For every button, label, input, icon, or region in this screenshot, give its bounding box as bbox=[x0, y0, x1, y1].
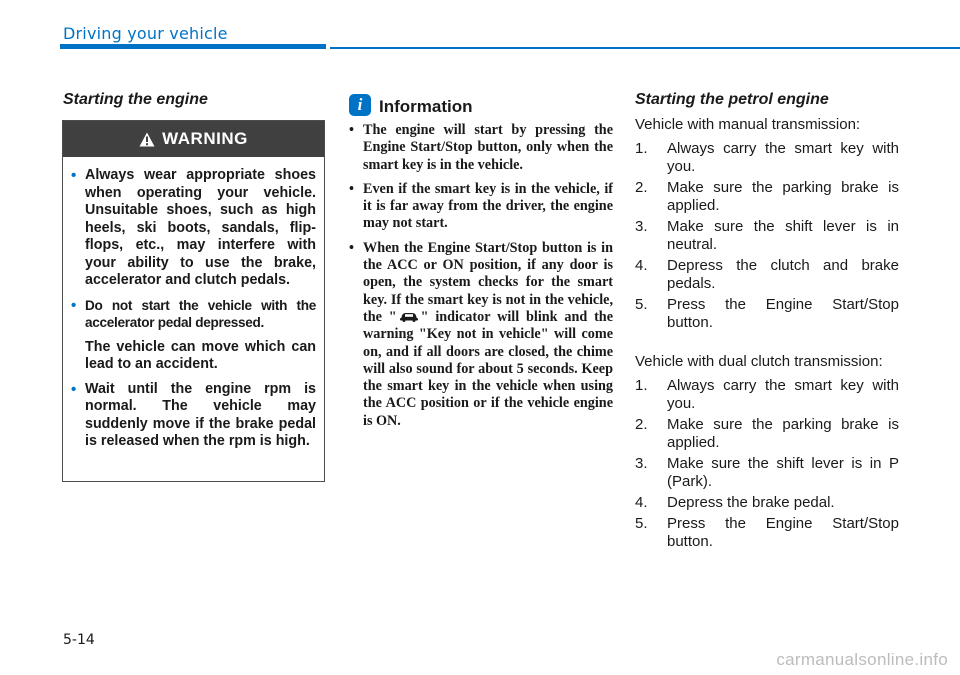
watermark: carmanualsonline.info bbox=[776, 650, 948, 669]
page-header bbox=[0, 0, 960, 52]
petrol-engine-heading: Starting the petrol engine bbox=[635, 91, 829, 108]
spacer bbox=[635, 335, 899, 353]
bullet-icon: • bbox=[71, 380, 77, 398]
bullet-icon: • bbox=[349, 180, 354, 197]
manual-step: 3. Make sure the shift lever is in neutral. bbox=[635, 218, 899, 253]
manual-step: 2. Make sure the parking brake is applied. bbox=[635, 179, 899, 214]
dct-step: 1. Always carry the smart key with you. bbox=[635, 377, 899, 412]
dct-step: 4. Depress the brake pedal. bbox=[635, 494, 835, 511]
manual-step: 5. Press the Engine Start/Stop button. bbox=[635, 296, 899, 331]
page-number: 5-14 bbox=[63, 632, 95, 648]
warning-title: WARNING bbox=[162, 129, 248, 148]
information-item: • Even if the smart key is in the vehicle, if it is far away from the driver, the engine may not start. bbox=[349, 180, 613, 232]
section-title: Driving your vehicle bbox=[63, 24, 228, 43]
dct-step: 5. Press the Engine Start/Stop button. bbox=[635, 515, 899, 550]
information-list bbox=[349, 122, 613, 437]
warning-triangle-icon bbox=[139, 132, 155, 147]
petrol-engine-section bbox=[635, 91, 899, 554]
information-title: Information bbox=[379, 97, 473, 116]
information-item: • When the Engine Start/Stop button is in the ACC or ON position, if any door is open, the system checks for the smart key. If the smart key is not in the vehicle, the " " indicator will blink and the warning "Key not in vehicle" will come on, and if all doors are closed, the chime will also sound for about 5 seconds. Keep the smart key in the vehicle when using the ACC position or if the vehicle engine is ON. bbox=[349, 239, 613, 429]
info-icon: i bbox=[349, 94, 371, 116]
warning-item: • Do not start the vehicle with the accelerator pedal depressed. bbox=[71, 296, 316, 330]
warning-subtext: The vehicle can move which can lead to an accident. bbox=[85, 338, 316, 372]
dct-step: 2. Make sure the parking brake is applied. bbox=[635, 416, 899, 451]
bullet-icon: • bbox=[71, 296, 76, 314]
dct-intro: Vehicle with dual clutch transmission: bbox=[635, 353, 883, 370]
header-rule-thin bbox=[330, 47, 960, 49]
information-item: • The engine will start by pressing the Engine Start/Stop button, only when the smart key is in the vehicle. bbox=[349, 122, 613, 173]
manual-step: 1. Always carry the smart key with you. bbox=[635, 140, 899, 175]
bullet-icon: • bbox=[349, 122, 354, 138]
starting-engine-heading: Starting the engine bbox=[63, 91, 208, 108]
manual-step: 4. Depress the clutch and brake pedals. bbox=[635, 257, 899, 292]
warning-body bbox=[63, 157, 324, 451]
key-not-in-vehicle-icon bbox=[399, 311, 419, 322]
bullet-icon: • bbox=[349, 239, 354, 256]
bullet-icon: • bbox=[71, 167, 77, 184]
manual-transmission-intro: Vehicle with manual transmission: bbox=[635, 116, 861, 133]
warning-box bbox=[62, 120, 325, 482]
warning-header bbox=[63, 121, 324, 157]
header-rule-thick bbox=[60, 44, 326, 49]
warning-item: • Wait until the engine rpm is normal. The vehicle may suddenly move if the brake pedal is released when the rpm is high. bbox=[71, 380, 316, 449]
dct-step: 3. Make sure the shift lever is in P (Park). bbox=[635, 455, 899, 490]
warning-item: • Always wear appropriate shoes when operating your vehicle. Unsuitable shoes, such as high heels, ski boots, sandals, flip-flops, etc., may interfere with your ability to use the brake, accelerator and clutch pedals. bbox=[71, 167, 316, 288]
